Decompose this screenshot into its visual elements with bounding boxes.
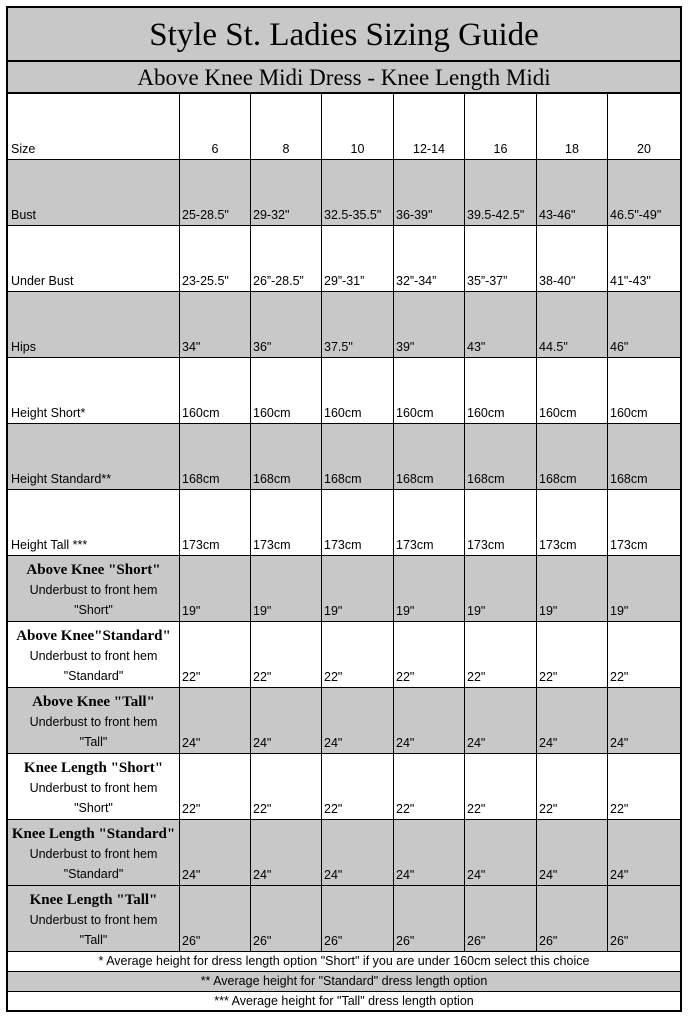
cell-value: 29-32": [253, 208, 290, 222]
footnote: ** Average height for "Standard" dress length option: [8, 972, 680, 992]
cell-value: 22": [396, 670, 415, 684]
cell-value: 46": [610, 340, 629, 354]
row-label-option: "Short": [74, 801, 113, 815]
size-header-cell: [608, 94, 680, 159]
row-label-option: "Standard": [63, 867, 124, 881]
row-label: [8, 560, 179, 620]
row-label: Height Short*: [11, 406, 86, 420]
cell-value: 168cm: [182, 472, 220, 486]
value-cell: [608, 688, 680, 753]
value-cell: [394, 292, 465, 357]
cell-value: 43": [467, 340, 486, 354]
value-cell: [180, 622, 251, 687]
cell-value: 22": [610, 670, 629, 684]
cell-value: 168cm: [324, 472, 362, 486]
cell-value: 160cm: [324, 406, 362, 420]
value-cell: [180, 226, 251, 291]
table-row: [8, 292, 680, 358]
value-cell: [180, 160, 251, 225]
cell-value: 37.5": [324, 340, 353, 354]
value-cell: [251, 358, 322, 423]
value-cell: [180, 292, 251, 357]
size-value: 12-14: [413, 142, 445, 156]
table-row: [8, 424, 680, 490]
cell-value: 24": [610, 868, 629, 882]
row-label-cell: [8, 886, 180, 951]
value-cell: [537, 688, 608, 753]
value-cell: [180, 754, 251, 819]
cell-value: 39.5-42.5": [467, 208, 525, 222]
cell-value: 36-39": [396, 208, 433, 222]
row-label: Height Standard**: [11, 472, 112, 486]
row-label: [8, 824, 179, 884]
row-label-description: Underbust to front hem: [29, 715, 158, 729]
cell-value: 24": [539, 868, 558, 882]
value-cell: [537, 160, 608, 225]
value-cell: [251, 160, 322, 225]
value-cell: [465, 358, 537, 423]
cell-value: 160cm: [253, 406, 291, 420]
cell-value: 35”-37”: [467, 274, 508, 288]
cell-value: 22": [182, 670, 201, 684]
value-cell: [322, 490, 394, 555]
value-cell: [251, 754, 322, 819]
size-header-cell: [251, 94, 322, 159]
cell-value: 25-28.5": [182, 208, 229, 222]
size-header-cell: [322, 94, 394, 159]
value-cell: [608, 820, 680, 885]
value-cell: [251, 556, 322, 621]
page-subtitle: Above Knee Midi Dress - Knee Length Midi: [8, 62, 680, 94]
cell-value: 26": [467, 934, 486, 948]
cell-value: 160cm: [539, 406, 577, 420]
value-cell: [251, 226, 322, 291]
cell-value: 24": [253, 868, 272, 882]
value-cell: [251, 886, 322, 951]
value-cell: [465, 622, 537, 687]
row-label-title: Knee Length "Tall": [29, 892, 158, 908]
cell-value: 26": [324, 934, 343, 948]
cell-value: 26": [253, 934, 272, 948]
row-label-cell: [8, 292, 180, 357]
value-cell: [608, 226, 680, 291]
value-cell: [322, 688, 394, 753]
size-value: 8: [282, 142, 290, 156]
cell-value: 24": [253, 736, 272, 750]
cell-value: 19": [396, 604, 415, 618]
value-cell: [608, 886, 680, 951]
cell-value: 22": [539, 802, 558, 816]
cell-value: 43-46": [539, 208, 576, 222]
cell-value: 168cm: [396, 472, 434, 486]
value-cell: [180, 424, 251, 489]
value-cell: [322, 820, 394, 885]
value-cell: [322, 622, 394, 687]
value-cell: [322, 556, 394, 621]
row-label: Under Bust: [11, 274, 74, 288]
value-cell: [608, 622, 680, 687]
value-cell: [322, 754, 394, 819]
footnote: *** Average height for "Tall" dress length option: [214, 994, 474, 1008]
page-title: Style St. Ladies Sizing Guide: [8, 8, 680, 62]
cell-value: 24": [467, 736, 486, 750]
cell-value: 22": [610, 802, 629, 816]
value-cell: [537, 292, 608, 357]
cell-value: 36": [253, 340, 272, 354]
value-cell: [322, 886, 394, 951]
table-row: [8, 358, 680, 424]
row-label-cell: [8, 688, 180, 753]
cell-value: 24": [396, 736, 415, 750]
value-cell: [608, 754, 680, 819]
cell-value: 41"-43": [610, 274, 651, 288]
value-cell: [180, 490, 251, 555]
value-cell: [180, 688, 251, 753]
cell-value: 22": [467, 802, 486, 816]
cell-value: 22": [182, 802, 201, 816]
value-cell: [251, 292, 322, 357]
table-header-row: [8, 94, 680, 160]
cell-value: 19": [610, 604, 629, 618]
cell-value: 19": [467, 604, 486, 618]
value-cell: [251, 424, 322, 489]
value-cell: [394, 622, 465, 687]
row-label-cell: [8, 622, 180, 687]
cell-value: 22": [324, 670, 343, 684]
value-cell: [537, 754, 608, 819]
value-cell: [251, 688, 322, 753]
value-cell: [180, 556, 251, 621]
cell-value: 24": [324, 736, 343, 750]
value-cell: [608, 358, 680, 423]
value-cell: [465, 688, 537, 753]
cell-value: 173cm: [324, 538, 362, 552]
value-cell: [322, 358, 394, 423]
cell-value: 22": [467, 670, 486, 684]
footnote: * Average height for dress length option "Short" if you are under 160cm select this choice: [8, 952, 680, 972]
table-row: [8, 622, 680, 688]
cell-value: 22": [539, 670, 558, 684]
row-label-option: "Standard": [63, 669, 124, 683]
cell-value: 24": [324, 868, 343, 882]
size-value: 20: [637, 142, 651, 156]
row-label-cell: [8, 820, 180, 885]
value-cell: [537, 886, 608, 951]
table-row: [8, 754, 680, 820]
value-cell: [394, 358, 465, 423]
size-label-cell: [8, 94, 180, 159]
row-label-description: Underbust to front hem: [29, 913, 158, 927]
table-row: [8, 226, 680, 292]
cell-value: 173cm: [182, 538, 220, 552]
cell-value: 46.5"-49": [610, 208, 662, 222]
value-cell: [608, 292, 680, 357]
row-label-description: Underbust to front hem: [29, 583, 158, 597]
value-cell: [394, 688, 465, 753]
cell-value: 168cm: [610, 472, 648, 486]
cell-value: 160cm: [610, 406, 648, 420]
cell-value: 19": [324, 604, 343, 618]
size-header-cell: [537, 94, 608, 159]
row-label: Bust: [11, 208, 37, 222]
cell-value: 22": [324, 802, 343, 816]
value-cell: [537, 226, 608, 291]
value-cell: [394, 160, 465, 225]
size-value: 6: [211, 142, 219, 156]
cell-value: 24": [396, 868, 415, 882]
cell-value: 26": [182, 934, 201, 948]
value-cell: [322, 424, 394, 489]
row-label-cell: [8, 424, 180, 489]
cell-value: 44.5": [539, 340, 568, 354]
value-cell: [608, 490, 680, 555]
cell-value: 24": [539, 736, 558, 750]
row-label-cell: [8, 556, 180, 621]
row-label: [8, 890, 179, 950]
size-header-cell: [180, 94, 251, 159]
value-cell: [537, 622, 608, 687]
value-cell: [394, 754, 465, 819]
cell-value: 173cm: [610, 538, 648, 552]
size-header-cell: [465, 94, 537, 159]
row-label-title: Knee Length "Short": [23, 760, 164, 776]
row-label: [8, 758, 179, 818]
cell-value: 160cm: [182, 406, 220, 420]
size-value: 18: [565, 142, 579, 156]
value-cell: [537, 358, 608, 423]
value-cell: [537, 556, 608, 621]
value-cell: [251, 820, 322, 885]
cell-value: 26": [610, 934, 629, 948]
value-cell: [394, 424, 465, 489]
value-cell: [251, 622, 322, 687]
value-cell: [608, 424, 680, 489]
cell-value: 29”-31”: [324, 274, 365, 288]
cell-value: 19": [539, 604, 558, 618]
row-label-cell: [8, 754, 180, 819]
value-cell: [537, 820, 608, 885]
size-label: Size: [11, 142, 36, 156]
cell-value: 19": [182, 604, 201, 618]
row-label: [8, 692, 179, 752]
cell-value: 26": [396, 934, 415, 948]
value-cell: [394, 556, 465, 621]
cell-value: 26": [539, 934, 558, 948]
size-value: 10: [350, 142, 365, 156]
table-row: [8, 556, 680, 622]
row-label: Height Tall ***: [11, 538, 88, 552]
table-row: [8, 160, 680, 226]
row-label-title: Above Knee "Short": [26, 562, 161, 578]
cell-value: 24": [182, 736, 201, 750]
value-cell: [394, 490, 465, 555]
table-row: [8, 490, 680, 556]
cell-value: 32.5-35.5": [324, 208, 382, 222]
value-cell: [322, 226, 394, 291]
table-row: [8, 688, 680, 754]
value-cell: [537, 490, 608, 555]
row-label-cell: [8, 226, 180, 291]
sizing-guide-sheet: [6, 6, 682, 1012]
cell-value: 23-25.5": [182, 274, 229, 288]
row-label-description: Underbust to front hem: [29, 847, 158, 861]
cell-value: 22": [253, 802, 272, 816]
cell-value: 38-40": [539, 274, 576, 288]
cell-value: 19": [253, 604, 272, 618]
row-label: Hips: [11, 340, 37, 354]
cell-value: 26”-28.5”: [253, 274, 304, 288]
cell-value: 168cm: [253, 472, 291, 486]
size-header-cell: [394, 94, 465, 159]
cell-value: 160cm: [396, 406, 434, 420]
value-cell: [180, 820, 251, 885]
cell-value: 168cm: [467, 472, 505, 486]
value-cell: [465, 556, 537, 621]
value-cell: [608, 160, 680, 225]
value-cell: [537, 424, 608, 489]
sizing-table: [8, 94, 680, 952]
row-label-option: "Tall": [79, 735, 108, 749]
row-label-cell: [8, 160, 180, 225]
value-cell: [322, 160, 394, 225]
cell-value: 24": [467, 868, 486, 882]
cell-value: 32”-34”: [396, 274, 437, 288]
value-cell: [608, 556, 680, 621]
value-cell: [465, 754, 537, 819]
value-cell: [465, 886, 537, 951]
row-label-description: Underbust to front hem: [29, 649, 158, 663]
size-value: 16: [493, 142, 508, 156]
value-cell: [394, 886, 465, 951]
value-cell: [180, 886, 251, 951]
row-label-title: Knee Length "Standard": [11, 826, 176, 842]
table-row: [8, 886, 680, 952]
value-cell: [180, 358, 251, 423]
row-label-title: Above Knee"Standard": [16, 628, 171, 644]
cell-value: 39": [396, 340, 415, 354]
cell-value: 168cm: [539, 472, 577, 486]
row-label-cell: [8, 358, 180, 423]
cell-value: 173cm: [396, 538, 434, 552]
row-label-option: "Tall": [79, 933, 108, 947]
row-label: [8, 626, 179, 686]
cell-value: 173cm: [253, 538, 291, 552]
value-cell: [465, 424, 537, 489]
cell-value: 24": [182, 868, 201, 882]
cell-value: 173cm: [539, 538, 577, 552]
row-label-option: "Short": [74, 603, 113, 617]
cell-value: 34": [182, 340, 201, 354]
row-label-description: Underbust to front hem: [29, 781, 158, 795]
row-label-title: Above Knee "Tall": [32, 694, 155, 710]
row-label-cell: [8, 490, 180, 555]
value-cell: [465, 490, 537, 555]
value-cell: [465, 226, 537, 291]
cell-value: 160cm: [467, 406, 505, 420]
table-row: [8, 820, 680, 886]
value-cell: [322, 292, 394, 357]
value-cell: [465, 820, 537, 885]
value-cell: [394, 226, 465, 291]
value-cell: [251, 490, 322, 555]
cell-value: 22": [253, 670, 272, 684]
value-cell: [394, 820, 465, 885]
value-cell: [465, 160, 537, 225]
cell-value: 24": [610, 736, 629, 750]
value-cell: [465, 292, 537, 357]
cell-value: 173cm: [467, 538, 505, 552]
cell-value: 22": [396, 802, 415, 816]
